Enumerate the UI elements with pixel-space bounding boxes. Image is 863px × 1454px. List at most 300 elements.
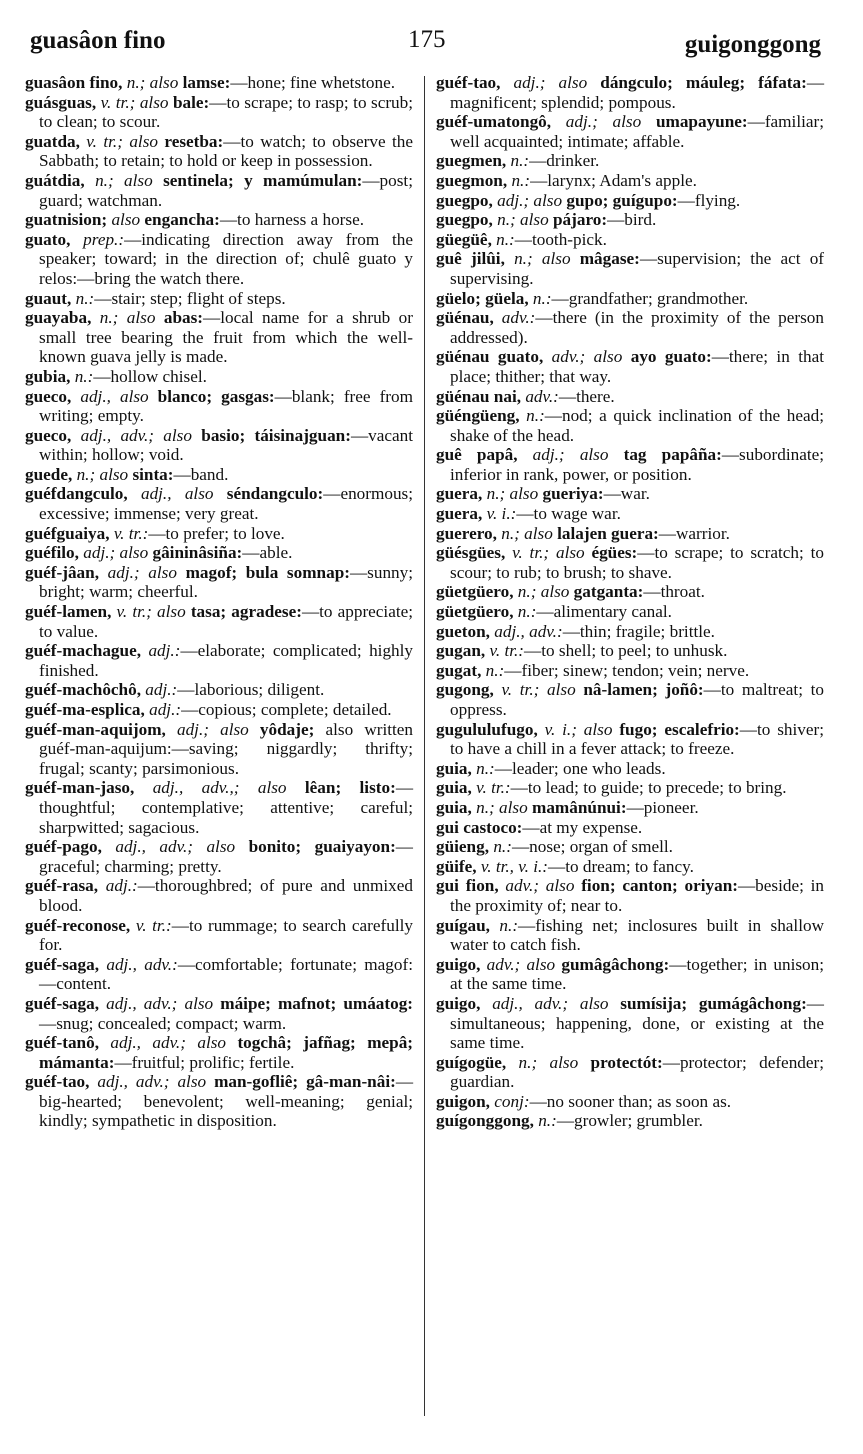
dictionary-entry: [25, 876, 413, 915]
definition: —magnificent; splendid; pompous.: [450, 73, 825, 112]
dictionary-entry: [25, 955, 413, 994]
part-of-speech: adj.:: [141, 680, 178, 700]
headword: guéf-rasa,: [25, 876, 99, 896]
headword: gui castoco:: [436, 817, 523, 837]
definition: —tooth-pick.: [514, 229, 607, 249]
synonyms: gumâgâchong:: [555, 954, 670, 974]
part-of-speech: n.:: [519, 406, 545, 426]
part-of-speech: adv.:: [521, 386, 559, 406]
synonyms: lalajen guera:: [552, 523, 659, 543]
headword: guegpo,: [436, 210, 493, 230]
headword: guígonggong,: [436, 1111, 534, 1131]
headword: güénau nai,: [436, 386, 522, 406]
synonyms: togchâ; jafñag; mepâ; mámanta:: [39, 1033, 414, 1072]
dictionary-entry: [25, 73, 413, 93]
headword: gubia,: [25, 366, 71, 386]
part-of-speech: conj:: [489, 1091, 530, 1111]
part-of-speech: n.;: [482, 484, 506, 504]
also-label: also: [107, 210, 141, 230]
dictionary-entry: [436, 524, 824, 544]
part-of-speech: adj., adv.;: [71, 425, 155, 445]
dictionary-entry: [25, 1033, 413, 1072]
dictionary-entry: [436, 112, 824, 151]
dictionary-entry: [436, 210, 824, 230]
also-label: also: [568, 993, 609, 1013]
headword: guatda,: [25, 131, 80, 151]
dictionary-entry: [436, 308, 824, 347]
dictionary-entry: [25, 230, 413, 289]
part-of-speech: v. tr.;: [493, 680, 540, 700]
also-label: also: [239, 778, 287, 798]
part-of-speech: adj.;: [500, 73, 546, 92]
definition: —larynx; Adam's apple.: [530, 170, 697, 190]
definition: —to wage war.: [516, 504, 621, 524]
synonyms: bonito; guaiyayon:: [235, 837, 396, 857]
definition: —to maltreat; to oppress.: [450, 680, 824, 719]
dictionary-entry: [25, 563, 413, 602]
definition: —sunny; bright; warm; cheerful.: [39, 562, 414, 602]
headword: güieng,: [436, 837, 490, 857]
dictionary-entry: [25, 210, 413, 230]
also-label: also: [494, 797, 528, 817]
synonyms: protectót:: [578, 1052, 663, 1072]
definition: —to scrape; to scratch; to scour; to rub; to brush; to shave.: [450, 543, 824, 582]
part-of-speech: v. tr.;: [79, 131, 123, 151]
headword: güetgüero,: [436, 582, 514, 602]
dictionary-entry: [436, 955, 824, 994]
headword: guéf-saga,: [25, 993, 99, 1013]
synonyms: resetba:: [157, 131, 224, 151]
headword: guígogüe,: [436, 1052, 507, 1072]
dictionary-entry: [436, 857, 824, 877]
synonyms: bale:: [168, 92, 210, 112]
also-label: also: [585, 347, 623, 367]
synonyms: abas:: [155, 308, 204, 328]
dictionary-entry: [436, 249, 824, 288]
dictionary-entry: [25, 700, 413, 720]
part-of-speech: n.;: [122, 73, 146, 92]
dictionary-entry: [436, 73, 824, 112]
headword: guigo,: [436, 954, 481, 974]
dictionary-entry: [25, 465, 413, 485]
definition: —hollow chisel.: [93, 366, 207, 386]
also-label: also: [122, 131, 158, 151]
synonyms: gueriya:: [538, 484, 604, 504]
dictionary-entry: [436, 759, 824, 779]
part-of-speech: v. tr.:: [109, 523, 149, 543]
headword: gugong,: [436, 680, 494, 700]
headword: güetgüero,: [436, 602, 514, 622]
also-label: also: [539, 876, 575, 896]
part-of-speech: v. i.:: [482, 504, 517, 524]
definition: —laborious; diligent.: [177, 680, 325, 700]
definition: —enormous; excessive; immense; very great.: [39, 484, 413, 524]
part-of-speech: adj.:: [98, 876, 138, 896]
part-of-speech: adj.,: [71, 386, 111, 406]
dictionary-entry: [25, 308, 413, 367]
definition: —to prefer; to love.: [148, 523, 285, 543]
definition: —thoughtful; contemplative; attentive; careful; sharpwitted; sagacious.: [39, 778, 414, 837]
headword: guera,: [436, 504, 483, 524]
also-label: also: [151, 602, 186, 622]
dictionary-entry: [25, 994, 413, 1033]
dictionary-entry: [436, 1053, 824, 1092]
part-of-speech: adj.;: [551, 112, 598, 132]
headword: guéfguaiya,: [25, 523, 110, 543]
part-of-speech: v. tr.;: [505, 543, 550, 563]
definition: —copious; complete; detailed.: [181, 700, 392, 719]
dictionary-entry: [25, 387, 413, 426]
headword: guigo,: [436, 993, 481, 1013]
synonyms: sinta:: [128, 464, 174, 484]
definition: —fishing net; inclosures built in shallow water to catch fish.: [450, 915, 824, 955]
part-of-speech: adj., adv.;: [480, 993, 569, 1013]
part-of-speech: adj., adv.;: [101, 837, 193, 857]
definition: —nod; a quick inclination of the head; shake of the head.: [450, 406, 824, 445]
definition: —post; guard; watchman.: [39, 170, 413, 210]
dictionary-entry: [436, 602, 824, 622]
headword: güésgües,: [436, 543, 506, 563]
definition: —fruitful; prolific; fertile.: [114, 1052, 295, 1072]
dictionary-entry: [436, 1111, 824, 1131]
also-label: also: [192, 837, 236, 857]
definition: —fiber; sinew; tendon; vein; nerve.: [504, 660, 750, 680]
headword: guato,: [25, 229, 71, 249]
part-of-speech: adj.:: [141, 641, 181, 661]
headword: guéf-pago,: [25, 837, 102, 857]
part-of-speech: adj.;: [492, 190, 530, 210]
definition: —stair; step; flight of steps.: [94, 288, 286, 308]
dictionary-entry: [25, 1072, 413, 1131]
headword: guátdia,: [25, 170, 85, 190]
dictionary-entry: [436, 387, 824, 407]
definition: —protector; defender; guardian.: [450, 1052, 825, 1092]
synonyms: gâininâsiña:: [148, 543, 243, 563]
part-of-speech: adj., adv.;: [99, 1033, 186, 1053]
dictionary-entry: [436, 876, 824, 915]
also-label: also: [515, 210, 549, 230]
synonyms: séndangculo:: [213, 484, 324, 504]
definition: —there (in the proximity of the person addressed).: [450, 308, 824, 347]
part-of-speech: adj.;: [517, 445, 565, 465]
dictionary-entry: [25, 524, 413, 544]
definition: —to shell; to peel; to unhusk.: [524, 641, 728, 661]
headword: guéf-reconose,: [25, 915, 131, 935]
headword: guéfilo,: [25, 543, 79, 563]
part-of-speech: adv.:: [493, 308, 536, 328]
headword: guéf-saga,: [25, 954, 99, 974]
headword: guê jilûi,: [436, 249, 505, 269]
definition: —to shiver; to have a chill in a fever attack; to freeze.: [450, 719, 824, 759]
page-header: [0, 0, 863, 70]
definition: —grandfather; grandmother.: [551, 288, 749, 308]
also-label: also: [110, 386, 149, 406]
dictionary-entry: [436, 1092, 824, 1112]
dictionary-entry: [25, 543, 413, 563]
part-of-speech: v. tr.:: [471, 778, 511, 798]
dictionary-entry: [25, 171, 413, 210]
headword: güéngüeng,: [436, 406, 520, 426]
also-label: also: [539, 680, 576, 700]
definition: —to dream; to fancy.: [548, 856, 694, 876]
running-head-right: guigonggong: [684, 31, 821, 58]
also-label: also: [597, 112, 642, 132]
headword: güife,: [436, 856, 477, 876]
headword: guéf-machôchô,: [25, 680, 141, 700]
also-label: also: [549, 543, 585, 563]
right-column: [436, 73, 824, 1131]
definition: —thin; fragile; brittle.: [562, 621, 715, 641]
dictionary-entry: [436, 543, 824, 582]
definition: —band.: [173, 464, 229, 484]
synonyms: tag papâña:: [608, 445, 722, 465]
headword: guigon,: [436, 1091, 490, 1111]
part-of-speech: n.:: [70, 366, 94, 386]
synonyms: mamânúnui:: [527, 797, 627, 817]
part-of-speech: n.:: [533, 1111, 557, 1131]
part-of-speech: adj.;: [99, 562, 140, 582]
part-of-speech: n.:: [513, 602, 537, 622]
synonyms: mâgase:: [570, 249, 640, 269]
dictionary-entry: [436, 406, 824, 445]
definition: —familiar; well acquainted; intimate; affable.: [450, 112, 825, 151]
synonyms: gupo; guígupo:: [562, 190, 678, 210]
also-label: also: [169, 1072, 207, 1092]
dictionary-entry: [436, 622, 824, 642]
headword: guegmon,: [436, 170, 508, 190]
dictionary-entry: [436, 171, 824, 191]
part-of-speech: adv.;: [498, 876, 539, 896]
also-label: also: [537, 1052, 579, 1072]
part-of-speech: n.;: [471, 797, 495, 817]
definition: —big-hearted; benevolent; well-meaning; genial; kindly; sympathetic in disposition.: [39, 1072, 414, 1131]
dictionary-entry: [25, 680, 413, 700]
dictionary-entry: [436, 484, 824, 504]
also-label: also: [576, 719, 613, 739]
headword: guera,: [436, 484, 483, 504]
definition: —to harness a horse.: [219, 210, 365, 230]
synonyms: lamse:: [178, 73, 231, 92]
also-label: also: [505, 484, 539, 504]
definition: —leader; one who leads.: [494, 758, 666, 778]
synonyms: fion; canton; oriyan:: [574, 876, 738, 896]
synonyms: gatganta:: [569, 582, 644, 602]
headword: gueco,: [25, 425, 72, 445]
definition: —local name for a shrub or small tree bearing the fruit from which the well-known guava jelly is made.: [39, 308, 413, 367]
definition: —warrior.: [658, 523, 730, 543]
definition: —together; in unison; at the same time.: [450, 954, 824, 994]
part-of-speech: v. tr., v. i.:: [476, 856, 549, 876]
headword: guerero,: [436, 523, 497, 543]
synonyms: ayo guato:: [622, 347, 712, 367]
dictionary-entry: [436, 994, 824, 1053]
definition: —to lead; to guide; to precede; to bring.: [510, 778, 787, 798]
left-column: [25, 73, 413, 1131]
part-of-speech: adv.;: [480, 954, 521, 974]
dictionary-entry: [436, 641, 824, 661]
definition: —nose; organ of smell.: [511, 837, 673, 857]
definition: —war.: [603, 484, 650, 504]
part-of-speech: n.:: [489, 837, 512, 857]
headword: guede,: [25, 464, 73, 484]
definition: —at my expense.: [522, 817, 643, 837]
synonyms: lêan; listo:: [286, 778, 396, 798]
headword: guéf-man-aquijom,: [25, 719, 166, 739]
also-label: also: [532, 249, 571, 269]
dictionary-entry: [436, 289, 824, 309]
also-label: also: [529, 190, 563, 210]
headword: guaut,: [25, 288, 72, 308]
dictionary-entry: [25, 132, 413, 171]
part-of-speech: adj., adv.:: [99, 954, 178, 974]
part-of-speech: adj.:: [144, 700, 182, 719]
part-of-speech: n.;: [91, 308, 119, 328]
part-of-speech: adv.;: [543, 347, 586, 367]
dictionary-entry: [25, 602, 413, 641]
part-of-speech: v. i.;: [537, 719, 577, 739]
dictionary-entry: [25, 426, 413, 465]
dictionary-entry: [25, 484, 413, 523]
headword: guia,: [436, 778, 472, 798]
dictionary-entry: [436, 582, 824, 602]
also-label: also: [536, 582, 570, 602]
headword: guayaba,: [25, 308, 92, 328]
headword: guia,: [436, 758, 472, 778]
definition: —to scrape; to rasp; to scrub; to clean; to scour.: [39, 92, 414, 132]
also-label: also: [520, 954, 556, 974]
definition: —there.: [558, 386, 615, 406]
dictionary-entry: [25, 778, 413, 837]
also-label: also: [208, 719, 249, 739]
dictionary-entry: [436, 661, 824, 681]
definition: —hone; fine whetstone.: [230, 73, 396, 92]
part-of-speech: n.:: [481, 660, 505, 680]
synonyms: nâ-lamen; joñô:: [575, 680, 704, 700]
synonyms: máipe; mafnot; umáatog:: [213, 993, 414, 1013]
synonyms: pájaro:: [548, 210, 608, 230]
definition: —able.: [242, 543, 293, 563]
headword: guegmen,: [436, 151, 507, 171]
headword: guéf-tanô,: [25, 1033, 99, 1053]
definition: —beside; in the proximity of; near to.: [450, 876, 824, 915]
headword: guéfdangculo,: [25, 484, 128, 504]
dictionary-entry: [436, 191, 824, 211]
definition: —to watch; to observe the Sabbath; to retain; to hold or keep in possession.: [39, 131, 413, 171]
part-of-speech: n.;: [492, 210, 516, 230]
definition: —vacant within; hollow; void.: [39, 425, 413, 465]
synonyms: basio; táisinajguan:: [191, 425, 351, 445]
definition: —elaborate; complicated; highly finished.: [39, 641, 413, 680]
dictionary-entry: [25, 289, 413, 309]
synonyms: tasa; agradese:: [185, 602, 302, 622]
headword: güénau,: [436, 308, 494, 328]
dictionary-entry: [436, 837, 824, 857]
headword: güénau guato,: [436, 347, 544, 367]
part-of-speech: adj., adv.,;: [134, 778, 240, 798]
synonyms: engancha:: [140, 210, 220, 230]
part-of-speech: adj.;: [78, 543, 116, 563]
part-of-speech: n.:: [489, 915, 519, 935]
dictionary-entry: [436, 720, 824, 759]
column-divider: [424, 76, 425, 1416]
also-label: also: [135, 92, 169, 112]
part-of-speech: adj.,: [127, 484, 172, 504]
headword: guatnision;: [25, 210, 108, 230]
dictionary-entry: [436, 778, 824, 798]
dictionary-entry: [436, 445, 824, 484]
part-of-speech: n.;: [72, 464, 96, 484]
definition: —to appreciate; to value.: [39, 602, 414, 641]
headword: gugan,: [436, 641, 486, 661]
dictionary-entry: [436, 504, 824, 524]
dictionary-entry: [436, 680, 824, 719]
dictionary-entry: [436, 818, 824, 838]
part-of-speech: n.:: [506, 151, 530, 171]
also-label: also: [564, 445, 609, 465]
headword: guéf-man-jaso,: [25, 778, 135, 798]
definition: also written guéf-man-aquijum:—saving; niggardly; thrifty; frugal; scanty; parsimonious.: [39, 719, 414, 778]
synonyms: dángculo; máuleg; fáfata:: [587, 73, 807, 92]
synonyms: blanco; gasgas:: [148, 386, 275, 406]
definition: —to rummage; to search carefully for.: [39, 915, 413, 955]
running-head-left: guasâon fino: [30, 27, 166, 54]
dictionary-entry: [25, 641, 413, 680]
synonyms: yôdaje;: [248, 719, 315, 739]
headword: guegpo,: [436, 190, 493, 210]
synonyms: fugo; escalefrio:: [612, 719, 740, 739]
also-label: also: [177, 993, 214, 1013]
headword: gugat,: [436, 660, 482, 680]
part-of-speech: n.;: [496, 523, 520, 543]
definition: —there; in that place; thither; that way.: [450, 347, 824, 386]
headword: guéf-machague,: [25, 641, 141, 661]
part-of-speech: n.:: [71, 288, 95, 308]
part-of-speech: n.:: [507, 170, 531, 190]
part-of-speech: n.:: [528, 288, 552, 308]
part-of-speech: v. tr.;: [111, 602, 152, 622]
headword: güegüê,: [436, 229, 492, 249]
headword: gui fion,: [436, 876, 499, 896]
definition: —snug; concealed; compact; warm.: [39, 1013, 287, 1033]
headword: guéf-jâan,: [25, 562, 99, 582]
part-of-speech: prep.:: [70, 229, 125, 249]
part-of-speech: n.;: [513, 582, 537, 602]
definition: —blank; free from writing; empty.: [39, 386, 413, 426]
headword: guasâon fino,: [25, 73, 123, 92]
synonyms: man-gofliê; gâ-man-nâi:: [206, 1072, 396, 1092]
synonyms: sumísija; gumágâchong:: [608, 993, 807, 1013]
headword: guéf-lamen,: [25, 602, 112, 622]
also-label: also: [95, 464, 129, 484]
part-of-speech: v. tr.:: [485, 641, 525, 661]
dictionary-entry: [25, 916, 413, 955]
synonyms: égües:: [584, 543, 638, 563]
headword: guéf-tao,: [436, 73, 501, 92]
also-label: also: [185, 1033, 227, 1053]
headword: gugululufugo,: [436, 719, 538, 739]
dictionary-entry: [436, 916, 824, 955]
definition: —subordinate; inferior in rank, power, or position.: [450, 445, 825, 484]
part-of-speech: v. tr.;: [96, 92, 136, 112]
part-of-speech: n.;: [506, 1052, 538, 1072]
headword: guéf-umatongô,: [436, 112, 552, 132]
page-number: 175: [408, 26, 446, 53]
dictionary-entry: [25, 93, 413, 132]
headword: guéf-ma-esplica,: [25, 700, 145, 719]
part-of-speech: adj., adv.;: [99, 993, 178, 1013]
also-label: also: [113, 170, 153, 190]
part-of-speech: n.;: [84, 170, 114, 190]
